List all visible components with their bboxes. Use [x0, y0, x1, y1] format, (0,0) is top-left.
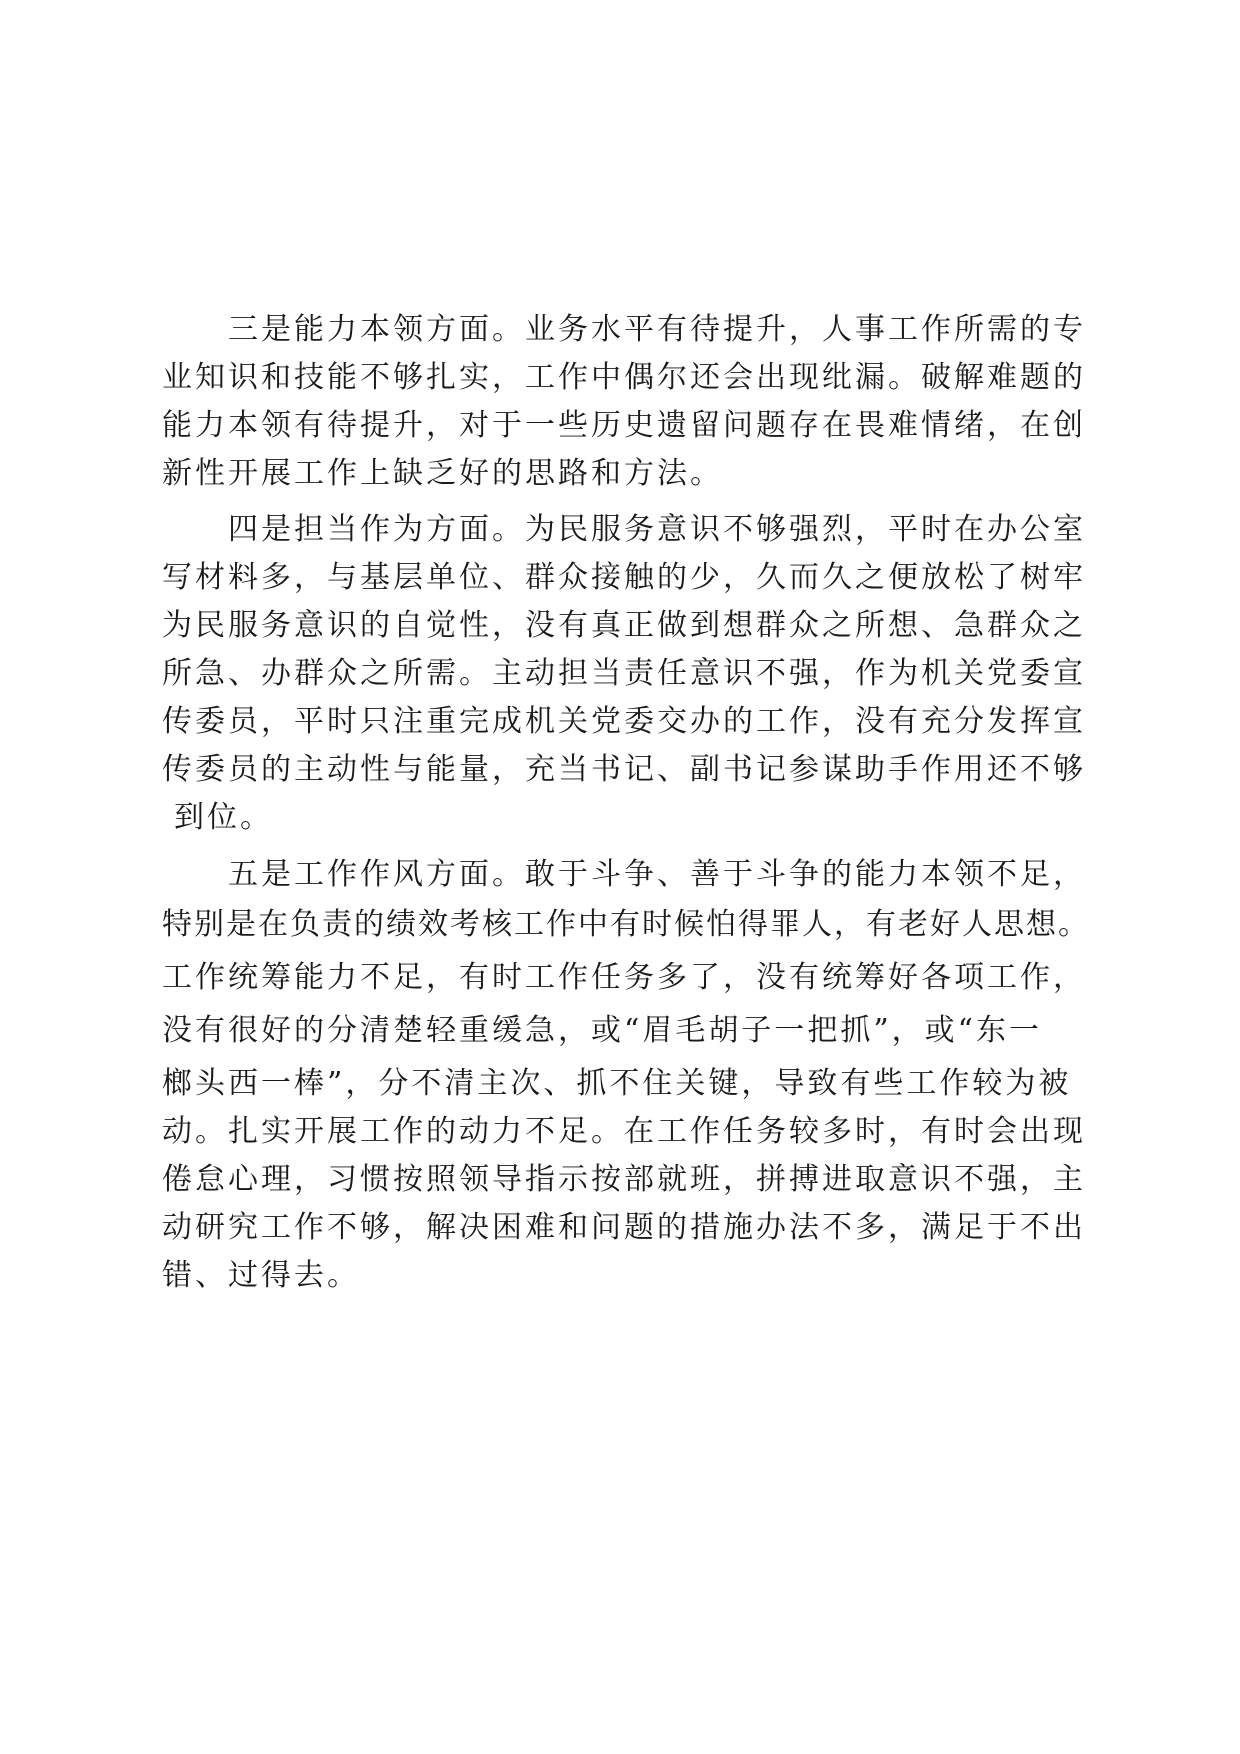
text-line: 所急、办群众之所需。主动担当责任意识不强，作为机关党委宣: [162, 656, 1086, 691]
text-line: 四是担当作为方面。为民服务意识不够强烈，平时在办公室: [228, 512, 1086, 547]
text-line: 榔头西一棒”，分不清主次、抓不住关键，导致有些工作较为被: [162, 1066, 1072, 1101]
text-line: 倦怠心理，习惯按照领导指示按部就班，拼搏进取意识不强，主: [162, 1162, 1086, 1197]
text-line: 为民服务意识的自觉性，没有真正做到想群众之所想、急群众之: [162, 608, 1086, 643]
text-line: 业知识和技能不够扎实，工作中偶尔还会出现纰漏。破解难题的: [162, 360, 1086, 395]
text-line: 能力本领有待提升，对于一些历史遗留问题存在畏难情绪，在创: [162, 408, 1086, 443]
text-line: 动研究工作不够，解决困难和问题的措施办法不多，满足于不出: [162, 1210, 1086, 1245]
text-line: 特别是在负责的绩效考核工作中有时候怕得罪人，有老好人思想。: [162, 907, 1090, 942]
text-line: 传委员，平时只注重完成机关党委交办的工作，没有充分发挥宣: [162, 704, 1086, 739]
text-line: 传委员的主动性与能量，充当书记、副书记参谋助手作用还不够: [162, 752, 1086, 787]
text-line: 到位。: [174, 800, 273, 835]
text-line: 动。扎实开展工作的动力不足。在工作任务较多时，有时会出现: [162, 1114, 1086, 1149]
text-line: 没有很好的分清楚轻重缓急，或“眉毛胡子一把抓”，或“东一: [162, 1013, 1043, 1048]
text-line: 工作统筹能力不足，有时工作任务多了，没有统筹好各项工作，: [162, 960, 1086, 995]
text-line: 新性开展工作上缺乏好的思路和方法。: [162, 456, 723, 491]
text-line: 三是能力本领方面。业务水平有待提升，人事工作所需的专: [228, 312, 1086, 347]
text-line: 五是工作作风方面。敢于斗争、善于斗争的能力本领不足，: [228, 857, 1086, 892]
text-line: 错、过得去。: [162, 1258, 360, 1293]
text-line: 写材料多，与基层单位、群众接触的少，久而久之便放松了树牢: [162, 560, 1086, 595]
